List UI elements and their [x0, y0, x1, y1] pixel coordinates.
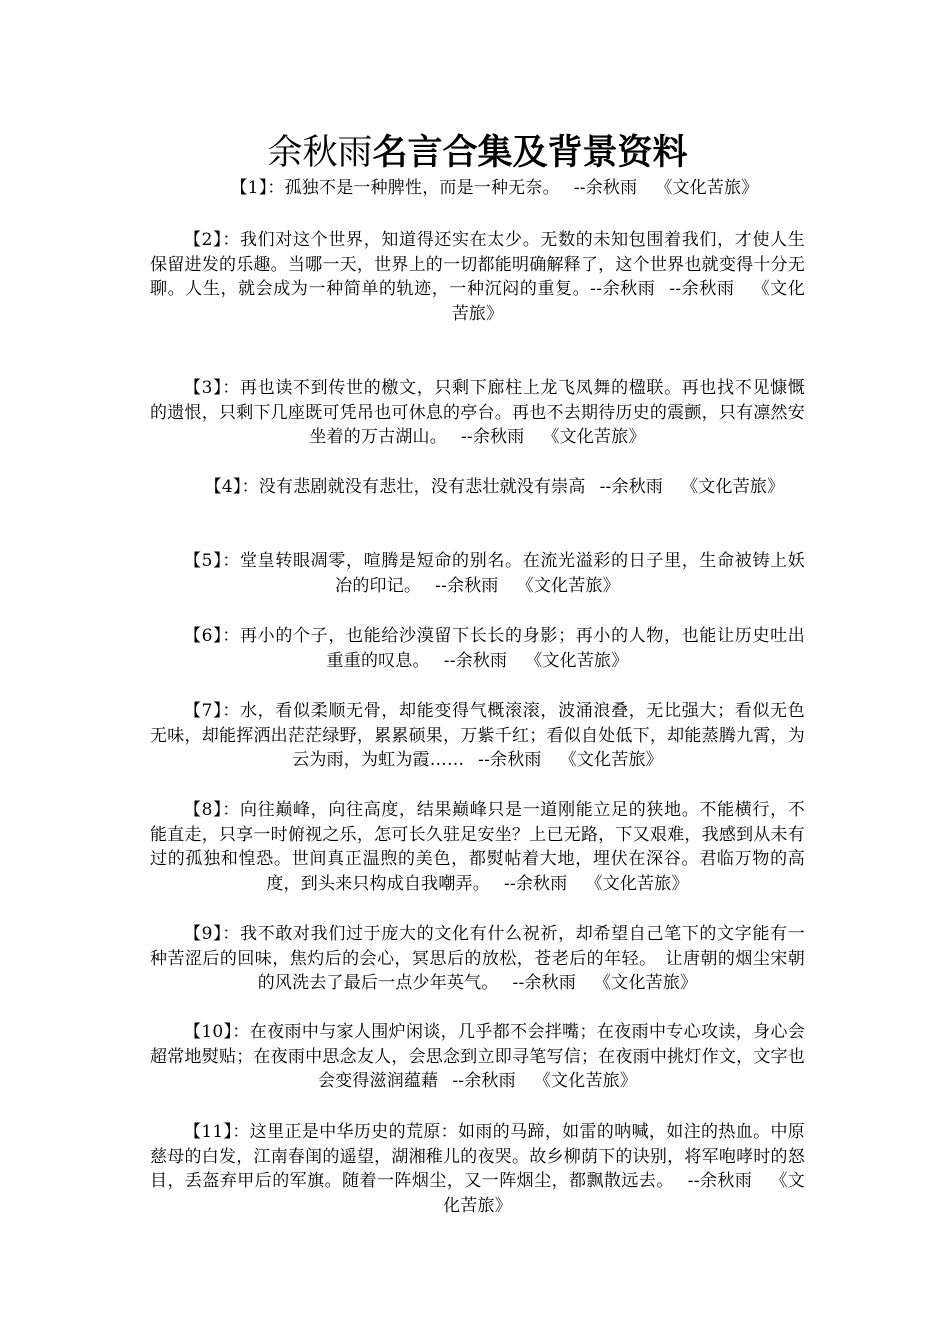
quote-paragraph	[150, 228, 805, 326]
quote-source: 《文化苦旅》	[594, 973, 698, 994]
title-rest: 名言合集及背景资料	[372, 132, 688, 173]
title-name: 余秋雨	[267, 133, 373, 173]
quote-paragraph	[150, 475, 805, 500]
quote-source: 《文化苦旅》	[655, 178, 759, 198]
quote-source: 《文化苦旅》	[516, 575, 620, 596]
quote-number: 【4】：	[204, 477, 259, 497]
quote-paragraph	[150, 798, 805, 896]
quote-number: 【3】：	[184, 378, 240, 398]
quote-number: 【7】：	[184, 701, 240, 721]
quote-text: 没有悲剧就没有悲壮，没有悲壮就没有崇高	[258, 477, 586, 497]
quote-source: 《文化苦旅》	[525, 650, 629, 671]
quote-source: 《文化苦旅》	[559, 750, 663, 771]
quote-author: --余秋雨	[435, 575, 499, 596]
quote-author: --余秋雨	[512, 973, 577, 994]
quote-text: 在夜雨中与家人围炉闲谈，几乎都不会拌嘴；在夜雨中专心攻读，身心会超常地熨贴；在夜雨中思念友人，会思念到立即寻笔写信；在夜雨中挑灯作文，文字也会变得滋润蕴藉	[150, 1022, 805, 1092]
quote-text: 水，看似柔顺无骨，却能变得气概滚滚，波涌浪叠，无比强大；看似无色无味，却能挥洒出茫茫绿野，累累硕果，万紫千红；看似自处低下，却能蒸腾九霄，为云为雨，为虹为霞……	[150, 701, 805, 771]
quote-paragraph	[150, 376, 805, 450]
quote-source: 《文化苦旅》	[533, 1071, 638, 1092]
quote-author: --余秋雨	[573, 178, 638, 198]
quote-number: 【2】：	[184, 230, 240, 250]
quote-paragraph	[150, 699, 805, 773]
quote-paragraph	[150, 549, 805, 598]
quote-paragraph	[150, 1020, 805, 1094]
quote-source: 《文化苦旅》	[585, 873, 689, 894]
quote-number: 【5】：	[184, 551, 240, 571]
quote-paragraph	[150, 624, 805, 673]
quote-paragraph	[150, 176, 805, 201]
quote-author: --余秋雨	[460, 427, 525, 448]
quote-author: --余秋雨	[599, 477, 664, 497]
quote-number: 【6】：	[184, 626, 240, 646]
quote-text: 我们对这个世界，知道得还实在太少。无数的未知包围着我们，才使人生保留进发的乐趣。当哪一天，世界上的一切都能明确解释了，这个世界也就变得十分无聊。人生，就会成为一种简单的轨迹，一种沉闷的重复。--余秋雨	[150, 230, 805, 300]
quote-number: 【9】：	[184, 924, 240, 944]
quote-text: 堂皇转眼凋零，喧腾是短命的别名。在流光溢彩的日子里，生命被铸上妖冶的印记。	[240, 551, 805, 596]
quote-source: 《文化苦旅》	[542, 427, 646, 448]
quote-author: --余秋雨	[503, 873, 568, 894]
quote-source: 《文化苦旅》	[451, 279, 805, 324]
quote-source: 《文化苦旅》	[443, 1171, 805, 1216]
quote-author: --余秋雨	[687, 1171, 753, 1192]
quote-author: --余秋雨	[478, 750, 542, 771]
quote-text: 再也读不到传世的檄文，只剩下廊柱上龙飞凤舞的楹联。再也找不见慷慨的遗恨，只剩下几座既可凭吊也可休息的亭台。再也不去期待历史的震颤，只有凛然安坐着的万古湖山。	[150, 378, 805, 448]
quote-number: 【1】：	[230, 178, 285, 198]
quote-number: 【10】：	[184, 1022, 250, 1042]
quote-author: --余秋雨	[452, 1071, 516, 1092]
quote-number: 【11】：	[184, 1122, 250, 1142]
quote-text: 这里正是中华历史的荒原：如雨的马蹄，如雷的呐喊，如注的热血。中原慈母的白发，江南春闺的遥望，湖湘稚儿的夜哭。故乡柳荫下的诀别，将军咆哮时的怒目，丢盔弃甲后的军旗。随着一阵烟尘，又一阵烟尘，都飘散远去。	[150, 1122, 805, 1192]
quote-source: 《文化苦旅》	[681, 477, 785, 497]
quote-text: 向往巅峰，向往高度，结果巅峰只是一道刚能立足的狭地。不能横行，不能直走，只享一时俯视之乐，怎可长久驻足安坐？上已无路，下又艰难，我感到从未有过的孤独和惶恐。世间真正温煦的美色，都熨帖着大地，埋伏在深谷。君临万物的高度，到头来只构成自我嘲弄。	[150, 800, 805, 894]
quote-text: 我不敢对我们过于庞大的文化有什么祝祈，却希望自己笔下的文字能有一种苦涩后的回味，焦灼后的会心，冥思后的放松，苍老后的年轻。 让唐朝的烟尘宋朝的风洗去了最后一点少年英气。	[150, 924, 805, 994]
quote-number: 【8】：	[184, 800, 240, 820]
quote-author: --余秋雨	[443, 650, 508, 671]
quote-author: --余秋雨	[669, 279, 735, 300]
quote-text: 孤独不是一种脾性，而是一种无奈。	[284, 178, 560, 198]
quote-text: 再小的个子，也能给沙漠留下长长的身影；再小的人物，也能让历史吐出重重的叹息。	[240, 626, 805, 671]
quote-paragraph	[150, 922, 805, 996]
quote-paragraph	[150, 1120, 805, 1218]
document-title	[150, 132, 805, 174]
